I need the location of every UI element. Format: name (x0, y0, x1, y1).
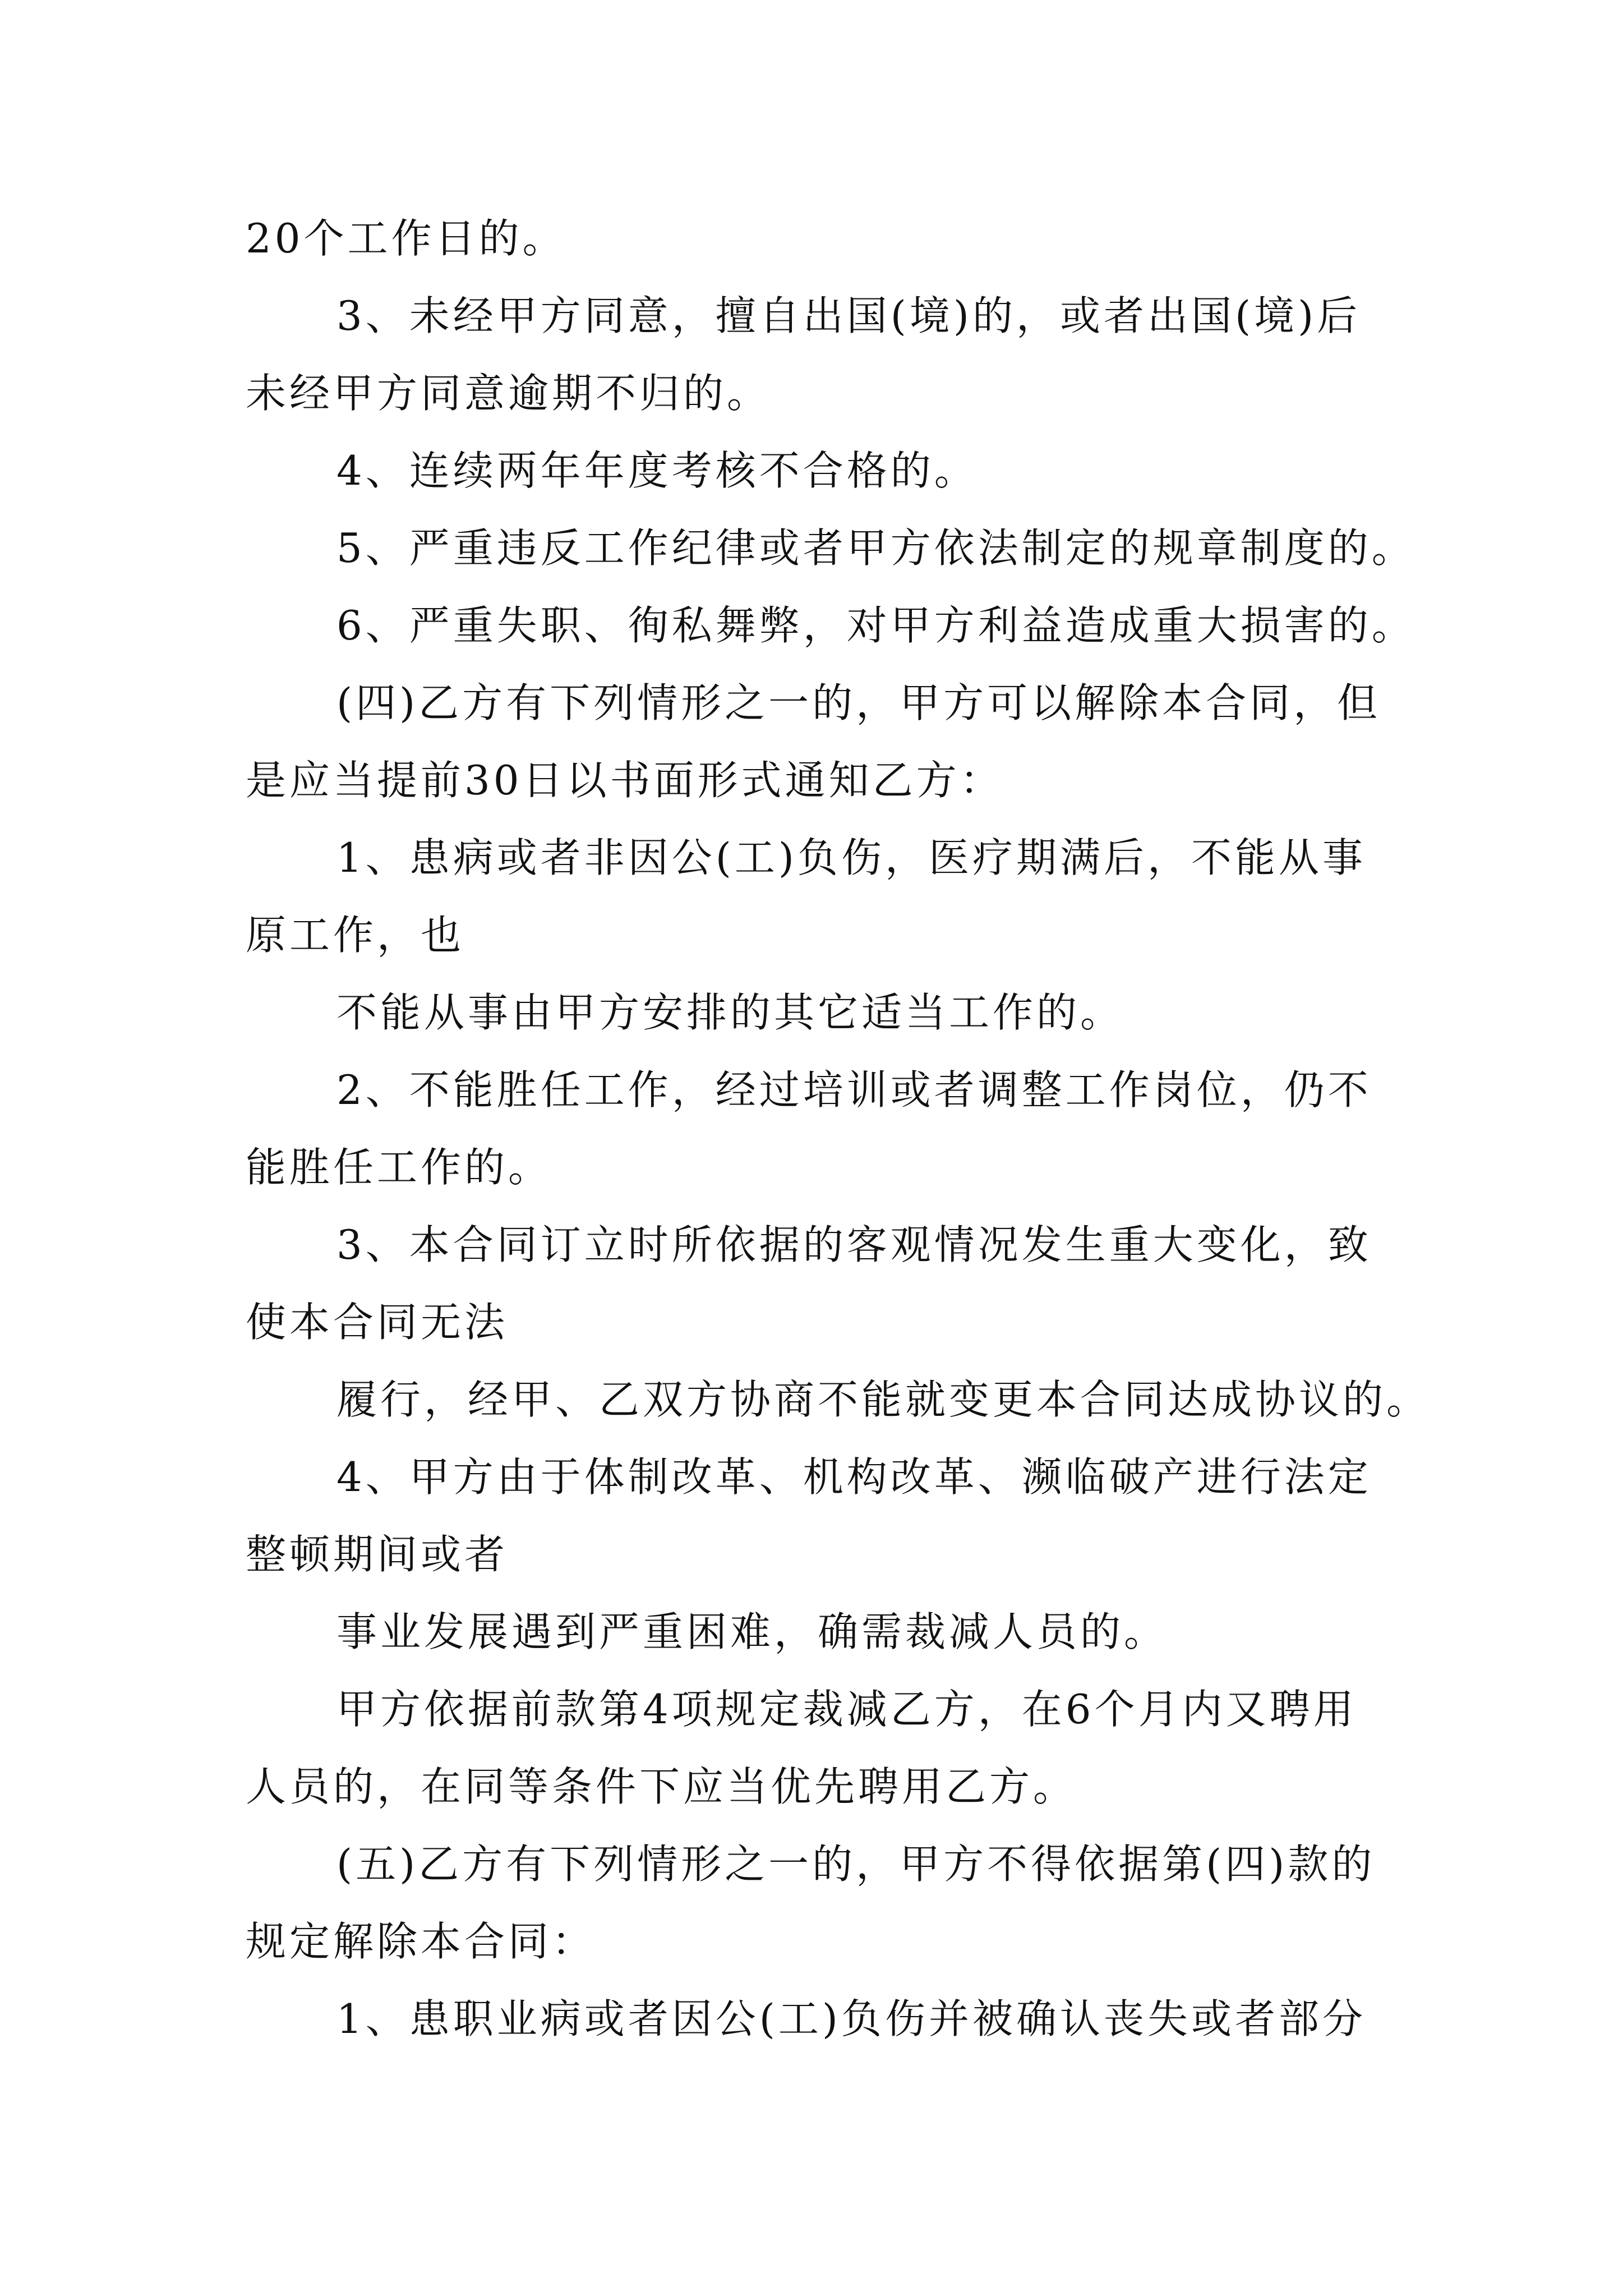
text-line: 未经甲方同意逾期不归的。 (246, 370, 771, 417)
text-line: 是应当提前30日以书面形式通知乙方： (246, 757, 1004, 804)
text-line: (五)乙方有下列情形之一的，甲方不得依据第(四)款的 (336, 1841, 1376, 1888)
text-line: 甲方依据前款第4项规定裁减乙方，在6个月内又聘用 (336, 1686, 1357, 1733)
text-line: 使本合同无法 (246, 1299, 509, 1346)
text-line: 事业发展遇到严重困难，确需裁减人员的。 (336, 1608, 1168, 1655)
text-line: 原工作，也 (246, 912, 465, 959)
text-line: 20个工作日的。 (246, 215, 566, 262)
text-line: 4、甲方由于体制改革、机构改革、濒临破产进行法定 (336, 1453, 1372, 1501)
text-line: 人员的，在同等条件下应当优先聘用乙方。 (246, 1763, 1077, 1810)
text-line: 1、患病或者非因公(工)负伤，医疗期满后，不能从事 (336, 834, 1366, 881)
text-line: 不能从事由甲方安排的其它适当工作的。 (336, 989, 1124, 1036)
text-line: 2、不能胜任工作，经过培训或者调整工作岗位，仍不 (336, 1066, 1372, 1114)
text-line: 3、未经甲方同意，擅自出国(境)的，或者出国(境)后 (336, 292, 1361, 339)
text-line: 履行，经甲、乙双方协商不能就变更本合同达成协议的。 (336, 1376, 1431, 1423)
text-line: 3、本合同订立时所依据的客观情况发生重大变化，致 (336, 1221, 1372, 1268)
text-line: 6、严重失职、徇私舞弊，对甲方利益造成重大损害的。 (336, 602, 1415, 649)
text-line: 4、连续两年年度考核不合格的。 (336, 447, 978, 494)
text-line: 规定解除本合同： (246, 1918, 596, 1965)
text-line: 整顿期间或者 (246, 1531, 509, 1578)
text-line: (四)乙方有下列情形之一的，甲方可以解除本合同，但 (336, 679, 1381, 726)
text-line: 1、患职业病或者因公(工)负伤并被确认丧失或者部分 (336, 1995, 1366, 2042)
text-line: 5、严重违反工作纪律或者甲方依法制定的规章制度的。 (336, 524, 1415, 572)
text-line: 能胜任工作的。 (246, 1144, 552, 1191)
